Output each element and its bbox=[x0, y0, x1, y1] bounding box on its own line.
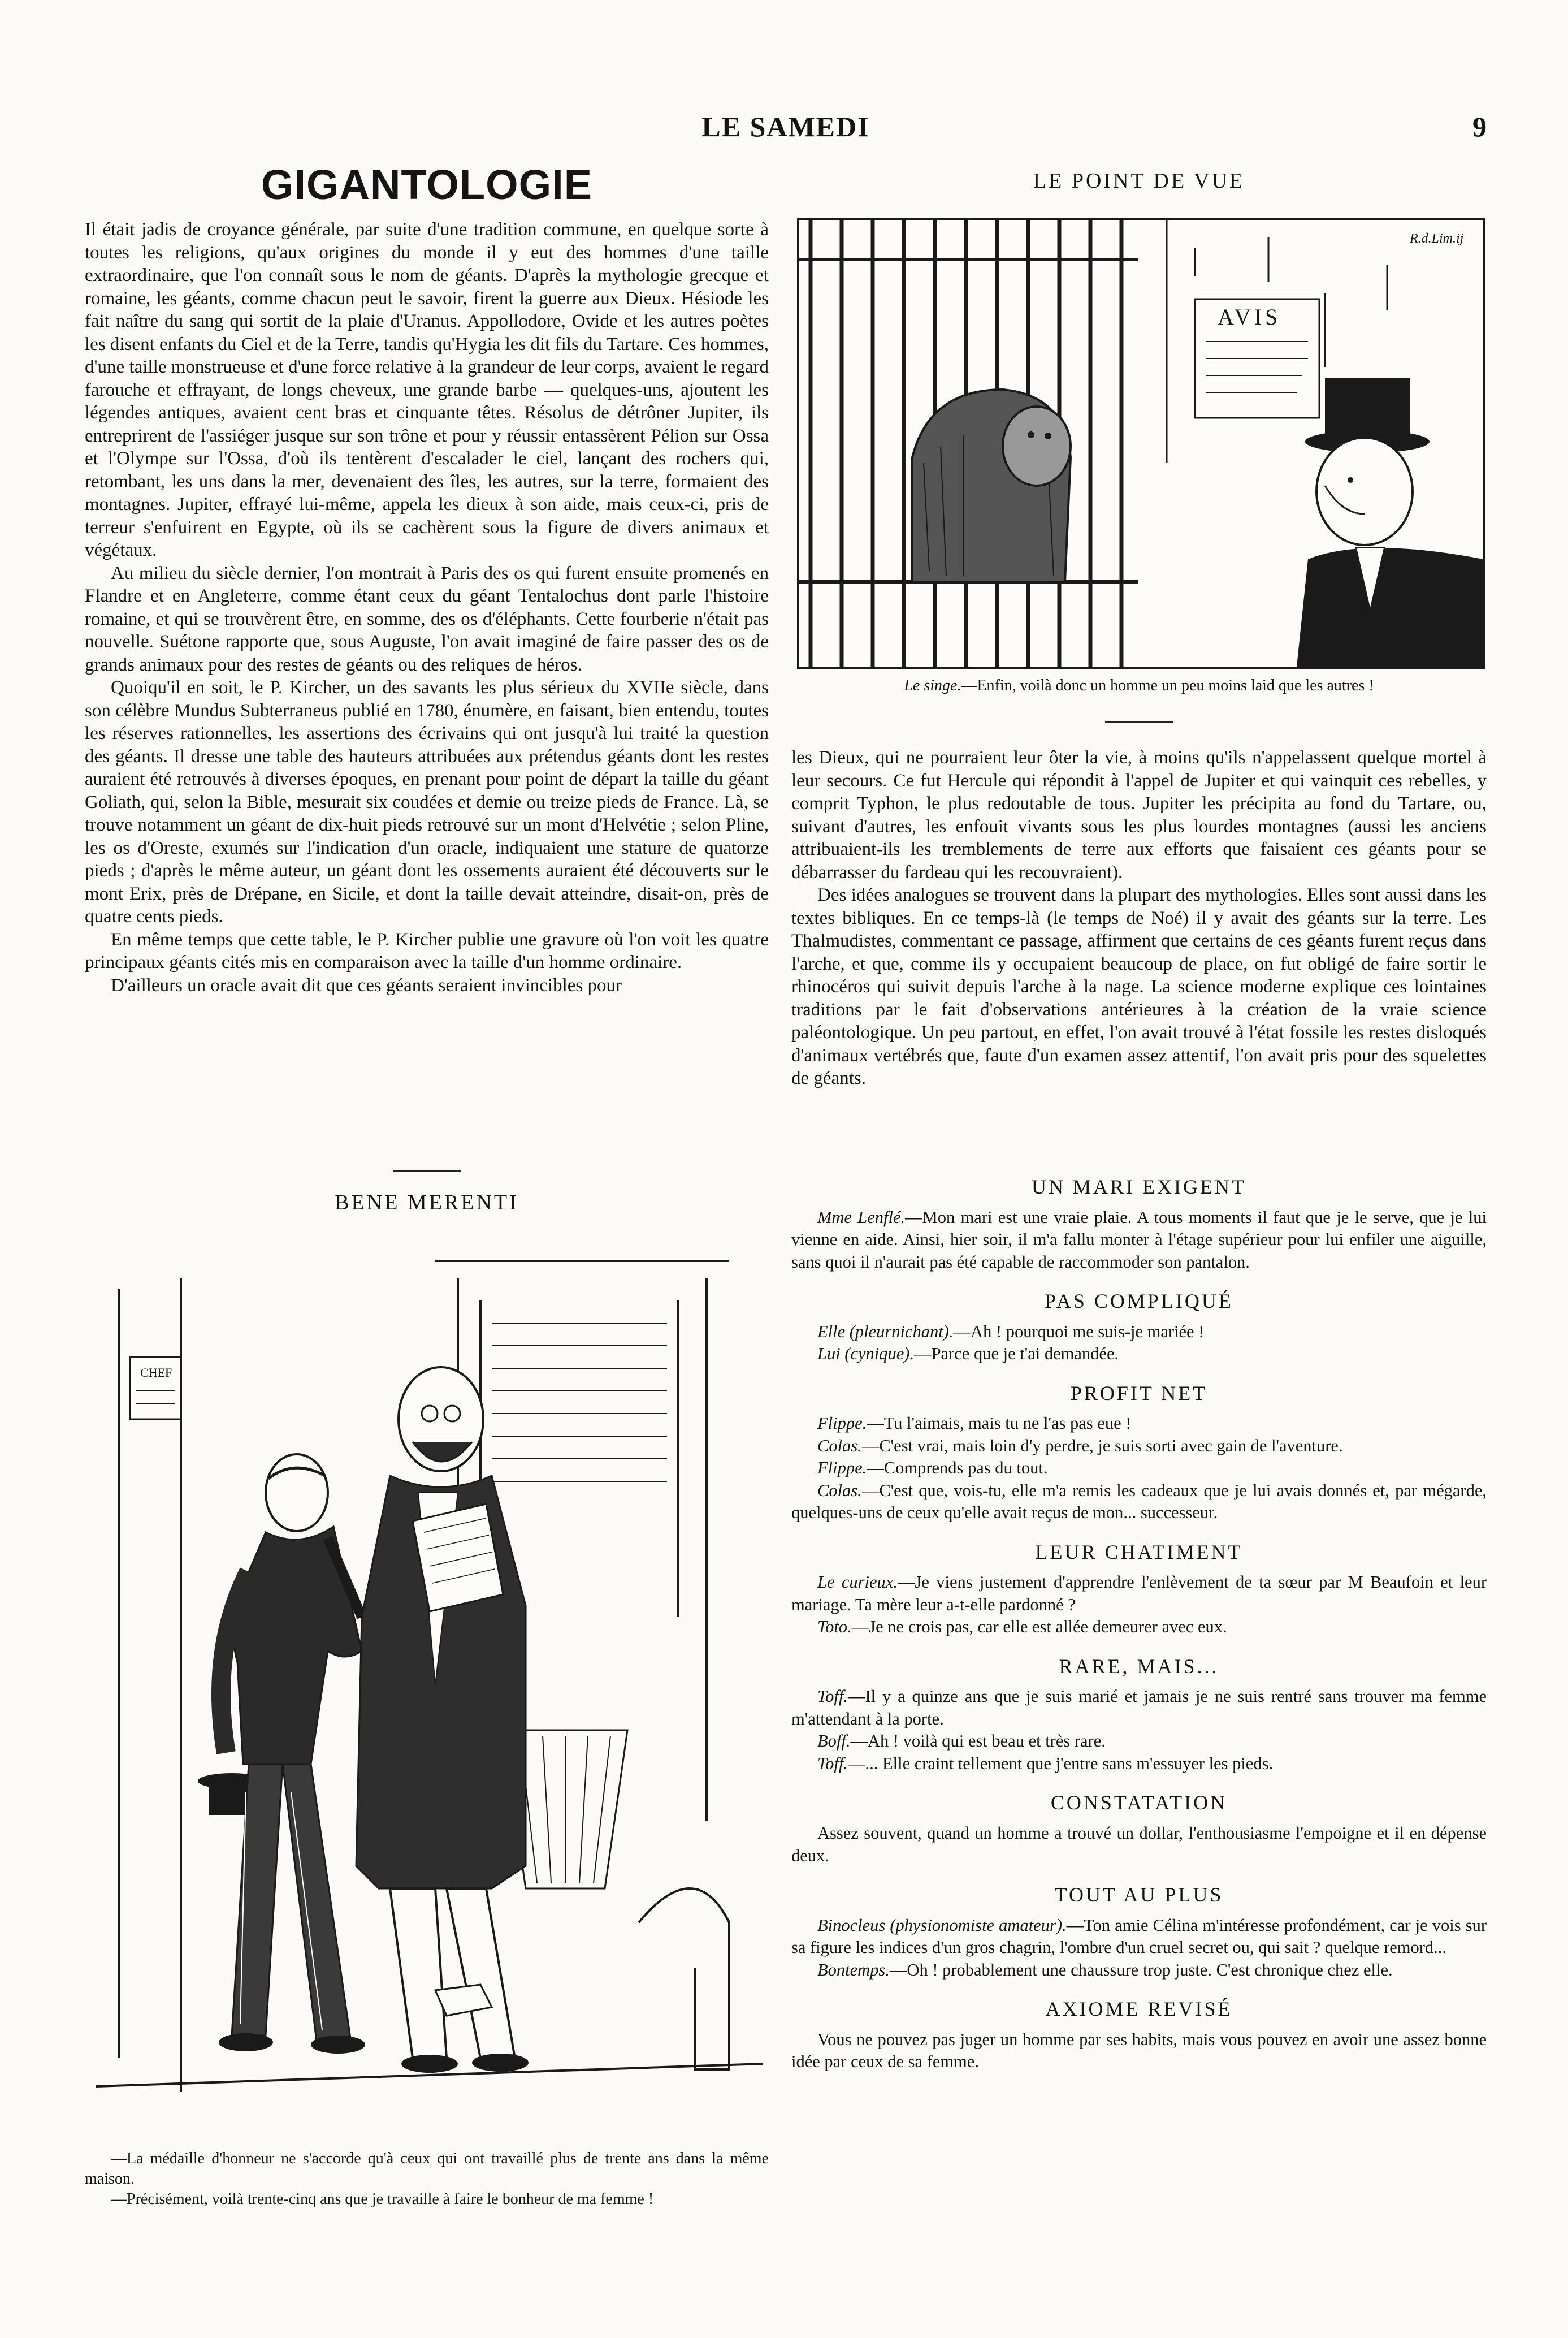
joke-title: LEUR CHATIMENT bbox=[1035, 1540, 1243, 1563]
article-paragraph: En même temps que cette table, le P. Kircher publie une gravure où l'on voit les quatre principaux géants cités mis en comparaison avec la taille d'un homme ordinaire. bbox=[85, 929, 769, 973]
cartoon-title: LE POINT DE VUE bbox=[1033, 169, 1245, 193]
joke-rare-mais bbox=[791, 1656, 1487, 1775]
joke-speaker: Le curieux. bbox=[817, 1572, 898, 1592]
article-title: GIGANTOLOGIE bbox=[261, 161, 593, 208]
article-paragraph: D'ailleurs un oracle avait dit que ces géants seraient invincibles pour bbox=[111, 975, 622, 996]
caption-line: —La médaille d'honneur ne s'accorde qu'à ceux qui ont travaillé plus de trente ans dans la même maison. bbox=[85, 2150, 769, 2188]
caption-line: —Précisément, voilà trente-cinq ans que je travaille à faire le bonheur de ma femme ! bbox=[111, 2190, 654, 2208]
joke-line: —C'est vrai, mais loin d'y perdre, je suis sorti avec gain de l'aventure. bbox=[861, 1436, 1343, 1455]
article-paragraph: Quoiqu'il en soit, le P. Kircher, un des savants les plus sérieux du XVIIe siècle, dans son célèbre Mundus Subterraneus publié en 1780, énumère, en faisant, bien entendu, toutes les réserves rationnelles, les assertions des écrivains qui ont jusqu'à lui traité la question des géants. Il dresse une table des hauteurs attribuées aux prétendus géants dont les restes auraient été retrouvés à diverses époques, en prenant pour point de départ la taille du géant Goliath, qui, selon la Bible, mesurait six coudées et demie ou treize pieds de France. Là, se trouve notamment un géant de dix-huit pieds retrouvé sur un mont d'Helvétie ; selon Pline, les os d'Oreste, exumés sur l'indication d'un oracle, indiquaient une stature de quatorze pieds ; d'après le même auteur, un géant dont les ossements auraient été découverts sur le mont Erix, près de Drépane, en Sicile, et dont la taille devait atteindre, disait-on, près de quatre cents pieds. bbox=[85, 677, 769, 927]
artist-signature: R.d.Lim.ij bbox=[1410, 231, 1464, 246]
joke-axiome-revise bbox=[791, 1998, 1487, 2073]
point-de-vue-illustration bbox=[799, 220, 1483, 667]
joke-line: Assez souvent, quand un homme a trouvé un dollar, l'enthousiasme l'empoigne et il en dépense deux. bbox=[791, 1823, 1487, 1865]
divider bbox=[1105, 721, 1173, 723]
joke-line: —Parce que je t'ai demandée. bbox=[914, 1344, 1119, 1364]
joke-title: TOUT AU PLUS bbox=[1054, 1883, 1224, 1907]
joke-leur-chatiment bbox=[791, 1541, 1487, 1639]
divider bbox=[393, 1170, 461, 1172]
joke-speaker: Mme Lenflé. bbox=[817, 1207, 906, 1227]
joke-profit-net bbox=[791, 1382, 1487, 1524]
joke-line: —Ah ! voilà qui est beau et très rare. bbox=[850, 1731, 1106, 1751]
joke-line: Vous ne pouvez pas juger un homme par ses habits, mais vous pouvez en avoir une assez bonne idée par ceux de sa femme. bbox=[791, 2029, 1487, 2072]
joke-title: CONSTATATION bbox=[1050, 1791, 1228, 1814]
jokes-section bbox=[791, 1176, 1487, 2090]
joke-title: AXIOME REVISÉ bbox=[1045, 1998, 1233, 2021]
joke-line: —Mon mari est une vraie plaie. A tous moments il faut que je le serve, que je lui vienne en aide. Ainsi, hier soir, il m'a fallu monter à l'étage supérieur pour lui enfiler une aiguille, sans quoi il n'aurait pas été capable de raccommoder son pantalon. bbox=[791, 1207, 1487, 1272]
joke-line: —Il y a quinze ans que je suis marié et jamais je ne suis rentré sans trouver ma femme m'attendant à la porte. bbox=[791, 1687, 1487, 1728]
joke-speaker: Lui (cynique). bbox=[817, 1344, 915, 1364]
joke-line: —Je viens justement d'apprendre l'enlèvement de ta sœur par M Beaufoin et leur mariage. Ta mère leur a-t-elle pardonné ? bbox=[791, 1572, 1487, 1614]
joke-constatation bbox=[791, 1792, 1487, 1867]
door-sign-text: CHEF bbox=[140, 1365, 172, 1380]
joke-title: PROFIT NET bbox=[1070, 1381, 1208, 1404]
joke-speaker: Elle (pleurnichant). bbox=[817, 1321, 954, 1341]
joke-line: —C'est que, vois-tu, elle m'a remis les cadeaux que je lui avais donnés et, par mégarde, quelques-uns de ceux qu'elle avait reçus de mon... successeur. bbox=[791, 1480, 1487, 1523]
bene-merenti-illustration bbox=[96, 1255, 763, 2137]
cartoon-title: BENE MERENTI bbox=[335, 1191, 519, 1215]
bene-merenti-caption bbox=[85, 2149, 769, 2210]
notice-board-text: AVIS bbox=[1218, 304, 1281, 330]
joke-speaker: Bontemps. bbox=[817, 1960, 890, 1980]
cartoon-bene-merenti bbox=[85, 1170, 769, 1215]
joke-pas-complique bbox=[791, 1290, 1487, 1365]
ape-figure bbox=[912, 390, 1071, 582]
joke-tout-au-plus bbox=[791, 1884, 1487, 1981]
page-number: 9 bbox=[1472, 111, 1487, 142]
joke-speaker: Colas. bbox=[817, 1436, 862, 1455]
cartoon-point-de-vue-head bbox=[791, 170, 1487, 193]
caption-speaker: Le singe. bbox=[904, 677, 961, 694]
joke-speaker: Toto. bbox=[817, 1617, 852, 1637]
bald-man-figure bbox=[356, 1367, 529, 2073]
joke-speaker: Toff. bbox=[817, 1687, 848, 1706]
point-de-vue-caption bbox=[791, 676, 1487, 696]
joke-speaker: Toff. bbox=[817, 1753, 848, 1773]
article-continuation bbox=[791, 746, 1487, 1090]
running-head bbox=[85, 110, 1487, 155]
divider-right bbox=[791, 721, 1487, 723]
joke-speaker: Boff. bbox=[817, 1731, 851, 1751]
joke-line: —Tu l'aimais, mais tu ne l'as pas eue ! bbox=[867, 1414, 1132, 1433]
article-paragraph: Des idées analogues se trouvent dans la plupart des mythologies. Elles sont aussi dans les textes bibliques. En ce temps-là (le temps de Noé) il y avait des géants sur la terre. Les Thalmudistes, commentant ce passage, affirment que certains de ces géants furent reçus dans l'arche, et que, comme ils y occupaient beaucoup de place, on fut obligé de faire sortir le rhinocéros qui suivit depuis l'arche à la nage. La science moderne explique ces lointaines traditions par le fait d'observations antérieures à la création de la vraie science paléontologique. Un peu partout, en effet, l'on avait trouvé à l'état fossile les restes disloqués d'animaux vertébrés que, faute d'un examen assez attentif, l'on avait pris pour des squelettes de géants. bbox=[791, 885, 1487, 1088]
joke-title: UN MARI EXIGENT bbox=[1032, 1176, 1246, 1198]
publication-name: LE SAMEDI bbox=[701, 111, 870, 142]
joke-line: —Comprends pas du tout. bbox=[867, 1458, 1048, 1478]
article-paragraph: les Dieux, qui ne pourraient leur ôter la vie, à moins qu'ils n'appelassent quelque mortel à leur secours. Ce fut Hercule qui répondit à l'appel de Jupiter et qui vainquit ces rebelles, y comprit Typhon, le plus redoutable de tous. Jupiter les précipita au fond du Tartare, ou, suivant d'autres, les enfouit vivants sous les plus lourdes montagnes (aussi les anciens attribuaient-ils les tremblements de terre aux efforts que faisaient ces géants pour se débarrasser du fardeau qui les recouvraient). bbox=[791, 747, 1487, 883]
article-paragraph: Au milieu du siècle dernier, l'on montrait à Paris des os qui furent ensuite promenés en Flandre et en Angleterre, comme étant ceux du géant Tentalochus dont parle l'histoire romaine, et qui se trouvèrent être, en somme, des os d'éléphants. Cette fourberie n'était pas nouvelle. Suétone rapporte que, sous Auguste, l'on avait imaginé de faire passer des os de grands animaux pour des restes de géants ou des reliques de héros. bbox=[85, 563, 769, 675]
joke-speaker: Binocleus (physionomiste amateur). bbox=[817, 1915, 1067, 1935]
caption-text: —Enfin, voilà donc un homme un peu moins laid que les autres ! bbox=[961, 677, 1374, 694]
point-de-vue-illustration-frame bbox=[797, 218, 1485, 669]
article-paragraph: Il était jadis de croyance générale, par suite d'une tradition commune, en quelque sorte à toutes les religions, qu'aux origines du monde il y eut des hommes d'une taille extraordinaire, que l'on connaît sous le nom de géants. D'après la mythologie grecque et romaine, les géants, comme chacun peut le savoir, firent la guerre aux Dieux. Hésiode les fait naître du sang qui sortit de la plaie d'Uranus. Appollodore, Ovide et les autres poètes les disent enfants du Ciel et de la Terre, tandis qu'Hygia les dit fils du Tartare. Ces hommes, d'une taille monstrueuse et d'une force relative à la grandeur de leur corps, avaient le regard farouche et effrayant, de longs cheveux, une grande barbe — quelques-uns, ajoutent les légendes antiques, avaient cent bras et cinquante têtes. Résolus de détrôner Jupiter, ils entreprirent de l'assiéger jusque sur son trône et pour y réussir entassèrent Pélion sur Ossa et l'Olympe sur l'Ossa, d'où ils tentèrent d'escalader le ciel, lançant des rochers qui, retombant, les uns dans la mer, devenaient des îles, les autres, sur la terre, formaient des montagnes. Jupiter, effrayé lui-même, appela les dieux à son aide, mais ceux-ci, pris de terreur s'enfuirent en Egypte, où ils se cachèrent sous la figure de divers animaux et végétaux. bbox=[85, 219, 769, 560]
joke-line: —Ton amie Célina m'intéresse profondément, car je vois sur sa figure les indices d'un gros chagrin, l'ombre d'un cruel secret ou, qui sait ? quelque remord... bbox=[791, 1915, 1487, 1957]
joke-line: —Oh ! probablement une chaussure trop juste. C'est chronique chez elle. bbox=[889, 1960, 1393, 1980]
joke-line: —Ah ! pourquoi me suis-je mariée ! bbox=[953, 1321, 1205, 1341]
top-hat-man-figure bbox=[1297, 378, 1483, 667]
joke-speaker: Flippe. bbox=[817, 1458, 867, 1478]
joke-line: —Je ne crois pas, car elle est allée demeurer avec eux. bbox=[851, 1617, 1227, 1637]
joke-title: RARE, MAIS... bbox=[1059, 1654, 1219, 1678]
bowing-man-figure bbox=[198, 1454, 365, 2054]
joke-speaker: Flippe. bbox=[817, 1414, 867, 1433]
joke-line: —... Elle craint tellement que j'entre sans m'essuyer les pieds. bbox=[848, 1753, 1274, 1773]
joke-title: PAS COMPLIQUÉ bbox=[1045, 1290, 1233, 1313]
joke-un-mari-exigent bbox=[791, 1176, 1487, 1273]
article-gigantologie bbox=[85, 161, 769, 997]
joke-speaker: Colas. bbox=[817, 1480, 862, 1500]
